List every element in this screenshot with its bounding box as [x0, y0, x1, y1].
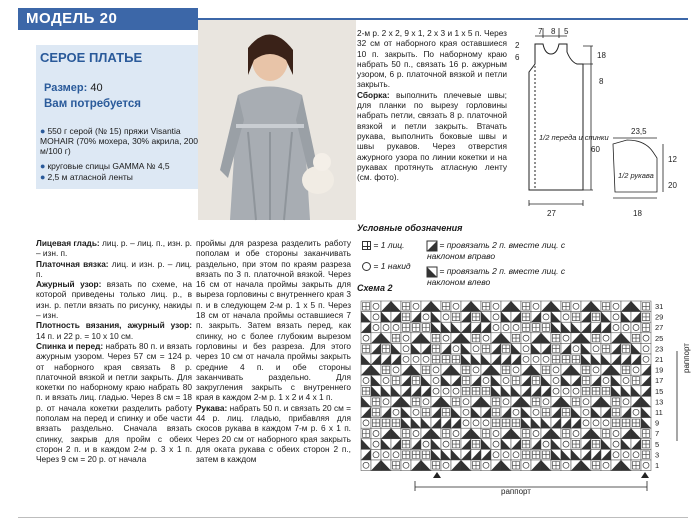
chart-grid: [361, 301, 651, 471]
chart-cell: [521, 333, 531, 344]
row-number: 19: [655, 365, 664, 375]
chart-cell: [431, 365, 441, 376]
chart-cell: [581, 418, 591, 429]
chart-cell: [401, 343, 411, 354]
dim-body-left-1: 2: [515, 41, 520, 50]
legend-knit: = 1 лиц.: [362, 240, 405, 250]
sleeve-label: 1/2 рукава: [618, 171, 654, 180]
k2tog-left-icon: [427, 267, 437, 277]
chart-cell: [471, 343, 481, 354]
chart-cell: [391, 449, 401, 460]
chart-cell: [541, 312, 551, 323]
chart-cell: [631, 365, 641, 376]
dim-body-top-3: 5: [564, 27, 569, 36]
gauge-paragraph-2: Платочная вязка: лиц. и изн. р. – лиц. п.: [36, 258, 192, 279]
row-number: 5: [655, 439, 660, 449]
chart-cell: [491, 312, 501, 323]
chart-cell: [571, 428, 581, 439]
chart-cell: [611, 322, 621, 333]
chart-cell: [441, 439, 451, 450]
chart-cell: [481, 375, 491, 386]
chart-cell: [601, 460, 611, 471]
chart-cell: [571, 386, 581, 397]
chart-cell: [441, 460, 451, 471]
chart-cell: [481, 333, 491, 344]
chart-cell: [531, 428, 541, 439]
chart-cell: [631, 322, 641, 333]
chart-cell: [411, 354, 421, 365]
chart-cell: [481, 460, 491, 471]
dress-title: СЕРОЕ ПЛАТЬЕ: [40, 50, 143, 65]
knit-stitch-icon: [362, 241, 371, 250]
chart-cell: [431, 386, 441, 397]
row-number: 3: [655, 450, 660, 460]
chart-cell: [531, 407, 541, 418]
knitting-chart: [355, 295, 690, 495]
gauge-paragraph-1: Лицевая гладь: лиц. р. – лиц. п., изн. р. – изн. п.: [36, 238, 192, 259]
rapport-vertical: раппорт: [682, 343, 691, 373]
chart-cell: [611, 301, 621, 312]
chart-cell: [381, 396, 391, 407]
chart-cell: [361, 375, 371, 386]
chart-cell: [501, 396, 511, 407]
dim-sleeve-right-2: 20: [668, 181, 677, 190]
chart-cell: [631, 407, 641, 418]
chart-cell: [561, 460, 571, 471]
chart-cell: [491, 449, 501, 460]
chart-cell: [421, 312, 431, 323]
chart-cell: [461, 418, 471, 429]
chart-cell: [601, 333, 611, 344]
material-needles: ● круговые спицы GAMMA № 4,5: [40, 161, 170, 171]
chart-cell: [621, 375, 631, 386]
chart-cell: [641, 354, 651, 365]
chart-cell: [531, 301, 541, 312]
chart-cell: [561, 386, 571, 397]
chart-cell: [621, 449, 631, 460]
assembly-paragraph: Сборка: выполнить плечевые швы; для планки по вырезу горловины набрать петли, связать 8 р. платочной вязкой и петли закрыть. Втачать рукава, выполнить боковые швы и швы рукавов. Через отверстия ажурного узора по линии кокетки и на рукавах протянуть атласную ленту (см. фото).: [357, 89, 507, 183]
dim-body-right-2: 8: [599, 77, 604, 86]
chart-cell: [521, 343, 531, 354]
text-column-2: [196, 238, 351, 465]
row-number: 11: [655, 408, 663, 417]
size-line: Размер: 40: [44, 82, 103, 94]
row-number: 9: [655, 418, 660, 428]
chart-cell: [371, 428, 381, 439]
dim-body-left-2: 6: [515, 53, 520, 62]
need-heading: Вам потребуется: [44, 98, 142, 110]
chart-cell: [361, 460, 371, 471]
chart-cell: [451, 301, 461, 312]
chart-cell: [421, 439, 431, 450]
dim-sleeve-right-1: 12: [668, 155, 677, 164]
dim-body-right-1: 18: [597, 51, 606, 60]
chart-cell: [541, 439, 551, 450]
chart-cell: [461, 396, 471, 407]
chart-cell: [371, 449, 381, 460]
material-ribbon: ● 2,5 м атласной ленты: [40, 172, 133, 182]
chart-cell: [611, 439, 621, 450]
yarn-over-icon: [362, 262, 371, 271]
chart-cell: [451, 386, 461, 397]
chart-cell: [361, 333, 371, 344]
chart-cell: [491, 439, 501, 450]
chart-cell: [601, 418, 611, 429]
chart-cell: [541, 396, 551, 407]
chart-cell: [401, 354, 411, 365]
row-number: 31: [655, 302, 664, 311]
chart-cell: [621, 396, 631, 407]
chart-cell: [371, 312, 381, 323]
chart-cell: [541, 354, 551, 365]
row-number: 23: [655, 344, 664, 354]
chart-cell: [511, 407, 521, 418]
chart-cell: [551, 365, 561, 376]
material-yarn: ● 550 г серой (№ 15) пряжи Visantia MOHAIR (70% мохера, 30% акрила, 200 м/100 г): [40, 126, 198, 156]
model-header: [18, 8, 198, 30]
body-label: 1/2 переда и спинки: [539, 133, 609, 142]
chart-cell: [391, 365, 401, 376]
chart-cell: [361, 418, 371, 429]
text-column-1: [36, 238, 192, 465]
chart-cell: [571, 343, 581, 354]
chart-cell: [551, 375, 561, 386]
chart-cell: [371, 439, 381, 450]
chart-cell: [591, 365, 601, 376]
text-column-3: [357, 28, 507, 182]
body-outline: [529, 44, 583, 190]
chart-cell: [511, 449, 521, 460]
dim-body-top-2: 8: [551, 27, 556, 36]
legend-k2tog-right: = провязать 2 п. вместе лиц. с наклоном вправо: [427, 240, 566, 261]
schema-title: Схема 2: [357, 283, 393, 293]
chart-cell: [371, 322, 381, 333]
sleeve-finish-paragraph: 2-м р. 2 х 2, 9 х 1, 2 х 3 и 1 х 5 п. Через 32 см от наборного края оставшиеся 10 п. закрыть. По наборному краю набрать 50 п., связать 16 р. ажурным узором, 6 р. платочной вязкой и петли закрыть.: [357, 28, 507, 90]
pattern-schematic: [505, 22, 685, 222]
chart-cell: [461, 407, 471, 418]
chart-cell: [501, 449, 511, 460]
row-numbers: [655, 302, 663, 470]
chart-cell: [471, 365, 481, 376]
chart-cell: [611, 428, 621, 439]
chart-cell: [591, 343, 601, 354]
chart-cell: [641, 333, 651, 344]
chart-cell: [411, 428, 421, 439]
chart-cell: [451, 343, 461, 354]
chart-cell: [521, 354, 531, 365]
chart-cell: [471, 418, 481, 429]
chart-cell: [501, 322, 511, 333]
rapport-horizontal: раппорт: [501, 487, 531, 496]
chart-cell: [581, 396, 591, 407]
dim-sleeve-top: 23,5: [631, 127, 647, 136]
legend-yarnover: = 1 накид: [362, 261, 411, 271]
chart-cell: [401, 333, 411, 344]
footer-rule: [18, 517, 688, 518]
row-number: 7: [655, 429, 660, 439]
chart-cell: [581, 407, 591, 418]
chart-cell: [641, 460, 651, 471]
rapport-end-arrow: [641, 472, 649, 478]
chart-cell: [611, 312, 621, 323]
chart-cell: [381, 449, 391, 460]
dim-body-bottom: 27: [547, 209, 556, 218]
chart-cell: [641, 343, 651, 354]
dim-body-top-1: 7: [538, 27, 543, 36]
row-number: 21: [655, 355, 664, 364]
chart-cell: [521, 460, 531, 471]
chart-cell: [441, 333, 451, 344]
legend-title: Условные обозначения: [357, 223, 463, 233]
row-number: 29: [655, 312, 664, 322]
chart-cell: [631, 449, 641, 460]
chart-cell: [531, 354, 541, 365]
dress-photo: [198, 20, 356, 220]
gauge-paragraph-4: Плотность вязания, ажурный узор: 14 п. и 22 р. = 10 х 10 см.: [36, 320, 192, 341]
chart-cell: [491, 428, 501, 439]
chart-cell: [481, 418, 491, 429]
chart-cell: [391, 407, 401, 418]
row-number: 25: [655, 333, 664, 343]
row-number: 27: [655, 323, 664, 333]
legend-k2tog-left: = провязать 2 п. вместе лиц. с наклоном влево: [427, 266, 566, 287]
chart-cell: [611, 449, 621, 460]
chart-cell: [371, 301, 381, 312]
gauge-paragraph-3: Ажурный узор: вязать по схеме, на которой приведены только лиц. р., в изн. р. петли вязать по рисунку, накиды – изн.: [36, 279, 192, 321]
model-number: МОДЕЛЬ 20: [26, 10, 118, 27]
chart-cell: [381, 322, 391, 333]
chart-cell: [441, 312, 451, 323]
row-number: 1: [655, 461, 660, 470]
body-paragraph: Спинка и перед: набрать 80 п. и вязать ажурным узором. Через 57 см = 124 р. от наборного края связать 8 р. платочной вязкой и петли закрыть. Для кокетки по наборному краю набрать 80 п. и вязать лиц. гладью. Через 8 см = 18 р. от начала кокетки разделить работу пополам на перед и спинку и обе части вязать раздельно. Сначала вязать спинку, закрыв для пройм с обеих сторон 2 п. и в каждом 2-м р. 3 х 1 п. Через 9 см = 20 р. от начала: [36, 340, 192, 465]
chart-cell: [411, 407, 421, 418]
chart-cell: [501, 375, 511, 386]
armhole-paragraph: проймы для разреза разделить работу пополам и обе стороны заканчивать раздельно, при этом по краям разреза вязать по 3 п. платочной вязкой. Через 16 см от начала проймы закрыть для выреза горловины с внутреннего края 3 п. и в следующем 2-м р. 1 х 5 п. Через 18 см от начала проймы оставшиеся 7 п. закрыть. Затем вязать перед, как спинку, но с более глубоким вырезом горловины и без разреза. Для этого через 10 см от начала проймы закрыть средние 4 п. и обе стороны заканчивать раздельно. Для закругления закрыть с внутреннего края в каждом 2-м р. 1 х 2 и 4 х 1 п.: [196, 238, 351, 403]
rapport-start-arrow: [433, 472, 441, 478]
chart-cell: [491, 301, 501, 312]
chart-cell: [391, 322, 401, 333]
dim-body-right-3: 60: [591, 145, 600, 154]
chart-cell: [591, 418, 601, 429]
chart-cell: [511, 365, 521, 376]
chart-cell: [451, 428, 461, 439]
chart-cell: [561, 312, 571, 323]
chart-cell: [491, 322, 501, 333]
chart-cell: [571, 301, 581, 312]
chart-cell: [601, 375, 611, 386]
chart-cell: [511, 322, 521, 333]
k2tog-right-icon: [427, 241, 437, 251]
chart-cell: [561, 333, 571, 344]
chart-cell: [441, 386, 451, 397]
chart-cell: [381, 375, 391, 386]
chart-cell: [551, 386, 561, 397]
row-number: 17: [655, 376, 664, 386]
chart-cell: [411, 301, 421, 312]
chart-cell: [561, 439, 571, 450]
chart-cell: [621, 322, 631, 333]
dim-sleeve-bottom: 18: [633, 209, 642, 218]
chart-cell: [421, 354, 431, 365]
chart-cell: [431, 375, 441, 386]
sleeves-paragraph: Рукава: набрать 50 п. и связать 20 см = 44 р. лиц. гладью, прибавляя для скосов рукава в каждом 7-м р. 6 х 1 п. Через 20 см от наборного края закрыть для оката рукава с обеих сторон 2 п., затем в каждом: [196, 402, 351, 465]
chart-cell: [421, 396, 431, 407]
chart-cell: [401, 460, 411, 471]
row-number: 13: [655, 397, 664, 407]
row-number: 15: [655, 386, 664, 396]
